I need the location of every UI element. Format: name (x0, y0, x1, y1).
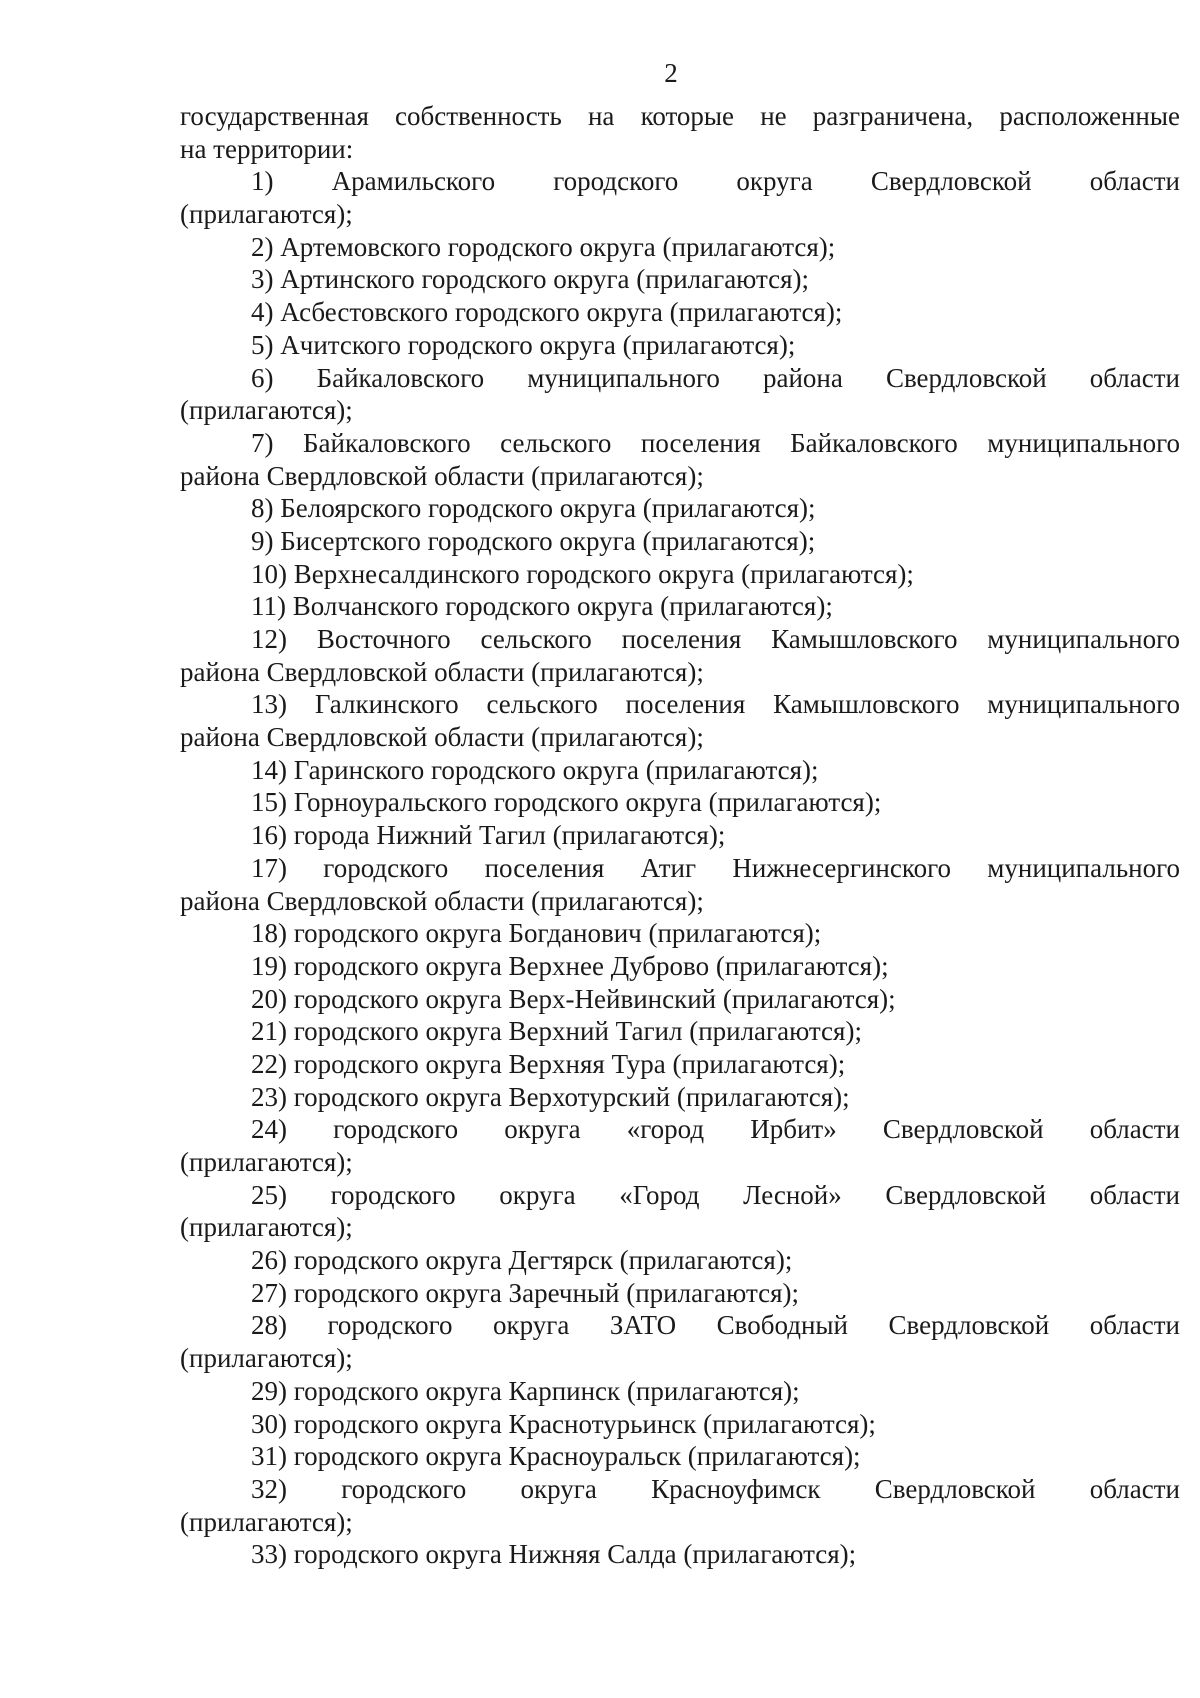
text-line: (прилагаются); (180, 1506, 353, 1537)
list-item-line: 28) городского округа ЗАТО Свободный Свердловской области (251, 1310, 1180, 1341)
list-item-line: 11) Волчанского городского округа (прилагаются); (251, 591, 833, 622)
list-item-line: 20) городского округа Верх-Нейвинский (прилагаются); (251, 983, 896, 1014)
list-item-line: 30) городского округа Краснотурьинск (прилагаются); (251, 1408, 876, 1439)
list-item-line: 27) городского округа Заречный (прилагаются); (251, 1277, 799, 1308)
list-item-line: 6) Байкаловского муниципального района Свердловской области (251, 362, 1180, 393)
list-item-line: 26) городского округа Дегтярск (прилагаются); (251, 1245, 793, 1276)
list-item-line: 24) городского округа «город Ирбит» Свердловской области (251, 1114, 1180, 1145)
list-item-line: 12) Восточного сельского поселения Камышловского муниципального (251, 624, 1180, 654)
text-line: района Свердловской области (прилагаются); (180, 460, 704, 491)
list-item-line: 22) городского округа Верхняя Тура (прилагаются); (251, 1048, 846, 1079)
list-item-line: 16) города Нижний Тагил (прилагаются); (251, 820, 726, 851)
list-item-line: 10) Верхнесалдинского городского округа (прилагаются); (251, 558, 914, 589)
list-item-line: 18) городского округа Богданович (прилагаются); (251, 918, 822, 949)
list-item-line: 19) городского округа Верхнее Дуброво (прилагаются); (251, 950, 889, 981)
page-number-text: 2 (664, 58, 678, 88)
text-line: (прилагаются); (180, 1343, 353, 1374)
list-item-line: 32) городского округа Красноуфимск Свердловской области (251, 1473, 1180, 1504)
list-item-line: 8) Белоярского городского округа (прилагаются); (251, 493, 816, 524)
text-line: района Свердловской области (прилагаются); (180, 656, 704, 687)
list-item-line: 15) Горноуральского городского округа (прилагаются); (251, 787, 882, 818)
text-line: (прилагаются); (180, 1147, 353, 1177)
list-item-line: 9) Бисертского городского округа (прилагаются); (251, 525, 816, 556)
list-item-line: 14) Гаринского городского округа (прилагаются); (251, 754, 819, 785)
text-line: государственная собственность на которые не разграничена, расположенные (180, 101, 1180, 131)
list-item-line: 21) городского округа Верхний Тагил (прилагаются); (251, 1016, 862, 1047)
text-line: района Свердловской области (прилагаются); (180, 722, 704, 753)
list-item-line: 4) Асбестовского городского округа (прилагаются); (251, 297, 843, 328)
list-item-line: 7) Байкаловского сельского поселения Байкаловского муниципального (251, 427, 1180, 458)
list-item-line: 25) городского округа «Город Лесной» Свердловской области (251, 1179, 1180, 1210)
list-item-line: 17) городского поселения Атиг Нижнесергинского муниципального (251, 852, 1180, 883)
list-item-line: 3) Артинского городского округа (прилагаются); (251, 264, 810, 295)
list-item-line: 13) Галкинского сельского поселения Камышловского муниципального (251, 689, 1180, 720)
list-item-line: 31) городского округа Красноуральск (прилагаются); (251, 1441, 861, 1472)
text-line: (прилагаются); (180, 395, 353, 426)
list-item-line: 33) городского округа Нижняя Салда (прилагаются); (251, 1539, 857, 1570)
text-line: района Свердловской области (прилагаются); (180, 885, 704, 916)
document-body (180, 100, 1180, 1571)
page-number (0, 58, 1200, 88)
text-line: (прилагаются); (180, 1212, 353, 1243)
list-item-line: 23) городского округа Верхотурский (прилагаются); (251, 1081, 850, 1112)
list-item-line: 2) Артемовского городского округа (прилагаются); (251, 231, 836, 262)
list-item-line: 5) Ачитского городского округа (прилагаются); (251, 329, 796, 360)
text-line: (прилагаются); (180, 199, 353, 230)
list-item-line: 29) городского округа Карпинск (прилагаются); (251, 1375, 800, 1406)
text-line: на территории: (180, 133, 354, 164)
list-item-line: 1) Арамильского городского округа Свердловской области (251, 166, 1180, 197)
